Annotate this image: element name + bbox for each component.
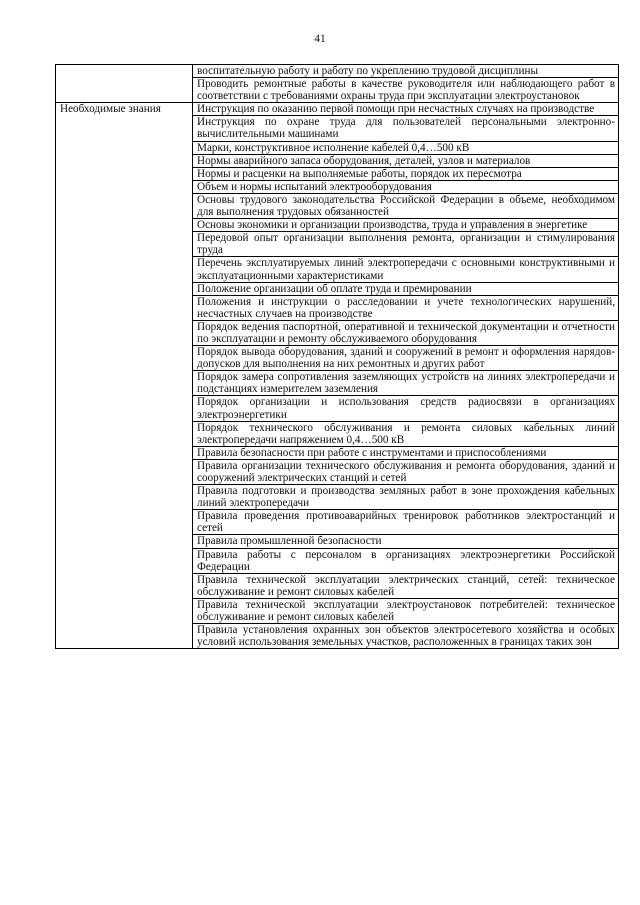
knowledge-item: Правила безопасности при работе с инструментами и приспособлениями (193, 446, 619, 459)
continuation-label (56, 65, 193, 103)
knowledge-item: Правила технической эксплуатации электроустановок потребителей: техническое обслуживание и ремонт силовых кабелей (193, 598, 619, 623)
knowledge-item: Порядок технического обслуживания и ремонта силовых кабельных линий электропередачи напряжением 0,4…500 кВ (193, 421, 619, 446)
knowledge-item: Правила организации технического обслуживания и ремонта оборудования, зданий и сооружений электрических станций и сетей (193, 459, 619, 484)
knowledge-item: Перечень эксплуатируемых линий электропередачи с основными конструктивными и эксплуатационными характеристиками (193, 257, 619, 282)
knowledge-item: Нормы аварийного запаса оборудования, деталей, узлов и материалов (193, 154, 619, 167)
knowledge-item: Передовой опыт организации выполнения ремонта, организации и стимулирования труда (193, 232, 619, 257)
knowledge-row (56, 103, 619, 116)
knowledge-item: Инструкция по охране труда для пользователей персональными электронно-вычислительными машинами (193, 116, 619, 141)
knowledge-item: Правила установления охранных зон объектов электросетевого хозяйства и особых условий использования земельных участков, расположенных в границах таких зон (193, 624, 619, 649)
requirements-table (55, 64, 619, 649)
knowledge-item: Порядок ведения паспортной, оперативной и технической документации и отчетности по эксплуатации и ремонту обслуживаемого оборудования (193, 320, 619, 345)
knowledge-item: Основы экономики и организации производства, труда и управления в энергетике (193, 219, 619, 232)
knowledge-item: Правила промышленной безопасности (193, 535, 619, 548)
knowledge-item: Нормы и расценки на выполняемые работы, порядок их пересмотра (193, 167, 619, 180)
knowledge-item: Марки, конструктивное исполнение кабелей 0,4…500 кВ (193, 141, 619, 154)
knowledge-item: Порядок замера сопротивления заземляющих устройств на линиях электропередачи и подстанциях измерителем заземления (193, 371, 619, 396)
knowledge-item: Правила подготовки и производства земляных работ в зоне прохождения кабельных линий электропередачи (193, 485, 619, 510)
knowledge-item: Правила работы с персоналом в организациях электроэнергетики Российской Федерации (193, 548, 619, 573)
requirements-table-body (56, 65, 619, 649)
knowledge-item: Объем и нормы испытаний электрооборудования (193, 180, 619, 193)
knowledge-item: Положение организации об оплате труда и премировании (193, 282, 619, 295)
knowledge-item: Основы трудового законодательства Российской Федерации в объеме, необходимом для выполнения трудовых обязанностей (193, 193, 619, 218)
knowledge-item: Правила проведения противоаварийных тренировок работников электростанций и сетей (193, 510, 619, 535)
knowledge-item: Порядок вывода оборудования, зданий и сооружений в ремонт и оформления нарядов-допусков для выполнения на них ремонтных и других работ (193, 346, 619, 371)
knowledge-item: Правила технической эксплуатации электрических станций, сетей: техническое обслуживание и ремонт силовых кабелей (193, 573, 619, 598)
continuation-row (56, 65, 619, 78)
continuation-item: воспитательную работу и работу по укреплению трудовой дисциплины (193, 65, 619, 78)
knowledge-item: Порядок организации и использования средств радиосвязи в организациях электроэнергетики (193, 396, 619, 421)
knowledge-item: Положения и инструкции о расследовании и учете технологических нарушений, несчастных случаев на производстве (193, 295, 619, 320)
knowledge-item: Инструкция по оказанию первой помощи при несчастных случаях на производстве (193, 103, 619, 116)
continuation-item: Проводить ремонтные работы в качестве руководителя или наблюдающего работ в соответствии с требованиями охраны труда при эксплуатации электроустановок (193, 78, 619, 103)
knowledge-label: Необходимые знания (56, 103, 193, 649)
page-number: 41 (314, 33, 326, 45)
